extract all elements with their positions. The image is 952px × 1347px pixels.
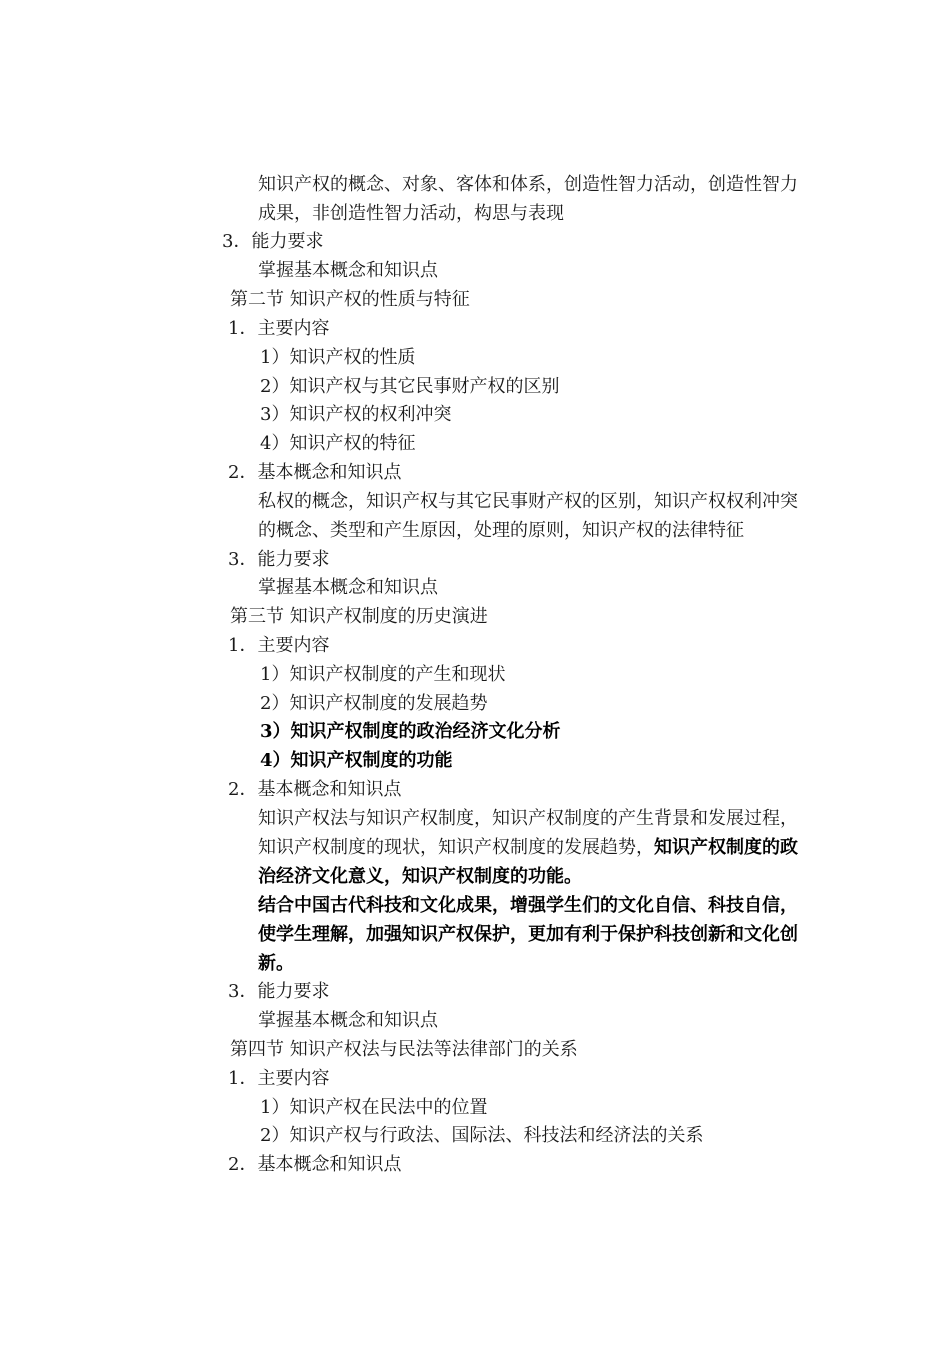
- paragraph-line: [258, 833, 798, 862]
- paragraph-line-bold: 使学生理解，加强知识产权保护，更加有利于保护科技创新和文化创: [258, 924, 798, 945]
- list-heading: 3．能力要求: [222, 231, 324, 252]
- list-item: 1）知识产权的性质: [260, 347, 416, 368]
- list-heading: 2．基本概念和知识点: [228, 779, 402, 800]
- list-heading: 3．能力要求: [228, 981, 330, 1002]
- list-heading: 1．主要内容: [228, 1068, 330, 1089]
- list-heading: 1．主要内容: [228, 318, 330, 339]
- paragraph-line: 私权的概念，知识产权与其它民事财产权的区别，知识产权权利冲突: [258, 491, 798, 512]
- paragraph-line-bold: 治经济文化意义，知识产权制度的功能。: [258, 866, 582, 887]
- paragraph-line: 知识产权法与知识产权制度，知识产权制度的产生背景和发展过程，: [258, 808, 798, 829]
- section-heading: 第四节 知识产权法与民法等法律部门的关系: [230, 1039, 578, 1060]
- list-item: 2）知识产权与行政法、国际法、科技法和经济法的关系: [260, 1125, 704, 1146]
- paragraph-line: 知识产权的概念、对象、客体和体系，创造性智力活动，创造性智力: [258, 174, 798, 195]
- paragraph-line: 掌握基本概念和知识点: [258, 1010, 438, 1031]
- list-heading: 2．基本概念和知识点: [228, 462, 402, 483]
- paragraph-line: 掌握基本概念和知识点: [258, 577, 438, 598]
- paragraph-line: 的概念、类型和产生原因，处理的原则，知识产权的法律特征: [258, 520, 744, 541]
- bold-text: 知识产权制度的政: [654, 837, 798, 858]
- list-item: 3）知识产权的权利冲突: [260, 404, 452, 425]
- paragraph-text: 知识产权制度的现状，知识产权制度的发展趋势，: [258, 837, 654, 858]
- list-heading: 1．主要内容: [228, 635, 330, 656]
- list-item: 4）知识产权的特征: [260, 433, 416, 454]
- section-heading: 第三节 知识产权制度的历史演进: [230, 606, 488, 627]
- paragraph-line: 掌握基本概念和知识点: [258, 260, 438, 281]
- paragraph-line-bold: 结合中国古代科技和文化成果，增强学生们的文化自信、科技自信，: [258, 895, 798, 916]
- list-item: 2）知识产权制度的发展趋势: [260, 693, 488, 714]
- list-item: 1）知识产权制度的产生和现状: [260, 664, 506, 685]
- list-item: 1）知识产权在民法中的位置: [260, 1097, 488, 1118]
- paragraph-line-bold: 新。: [258, 953, 294, 974]
- list-heading: 2．基本概念和知识点: [228, 1154, 402, 1175]
- list-item-bold: 4）知识产权制度的功能: [260, 750, 453, 771]
- list-heading: 3．能力要求: [228, 549, 330, 570]
- list-item: 2）知识产权与其它民事财产权的区别: [260, 376, 560, 397]
- paragraph-line: 成果，非创造性智力活动，构思与表现: [258, 203, 564, 224]
- section-heading: 第二节 知识产权的性质与特征: [230, 289, 470, 310]
- list-item-bold: 3）知识产权制度的政治经济文化分析: [260, 721, 561, 742]
